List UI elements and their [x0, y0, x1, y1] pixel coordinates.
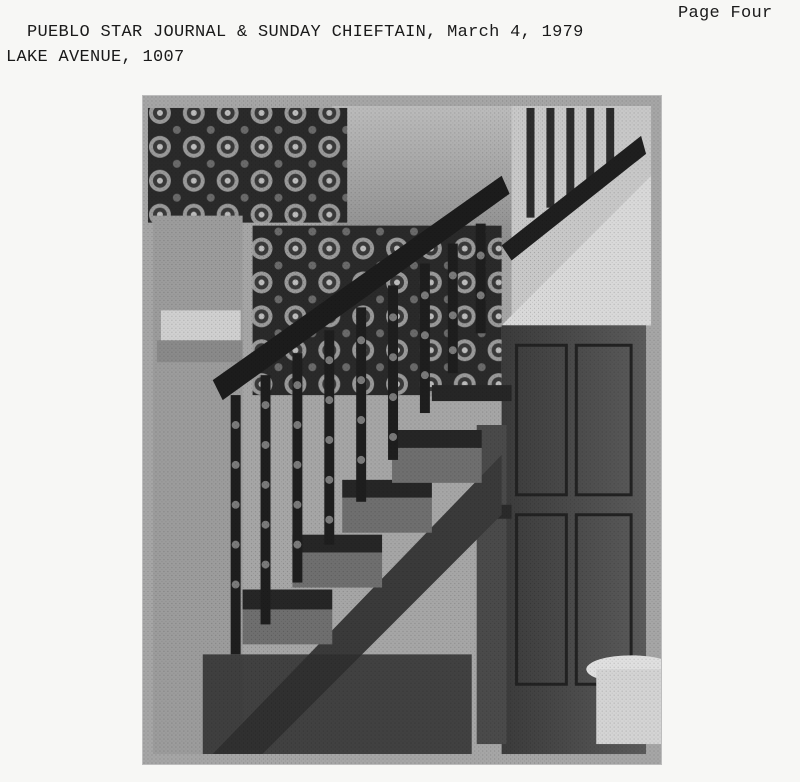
staircase-image: [143, 96, 661, 764]
page-number: Page Four: [678, 4, 773, 23]
staircase-photograph: [142, 95, 662, 765]
address-line: LAKE AVENUE, 1007: [6, 48, 185, 67]
publication-line: PUEBLO STAR JOURNAL & SUNDAY CHIEFTAIN, March 4, 1979: [27, 23, 584, 42]
